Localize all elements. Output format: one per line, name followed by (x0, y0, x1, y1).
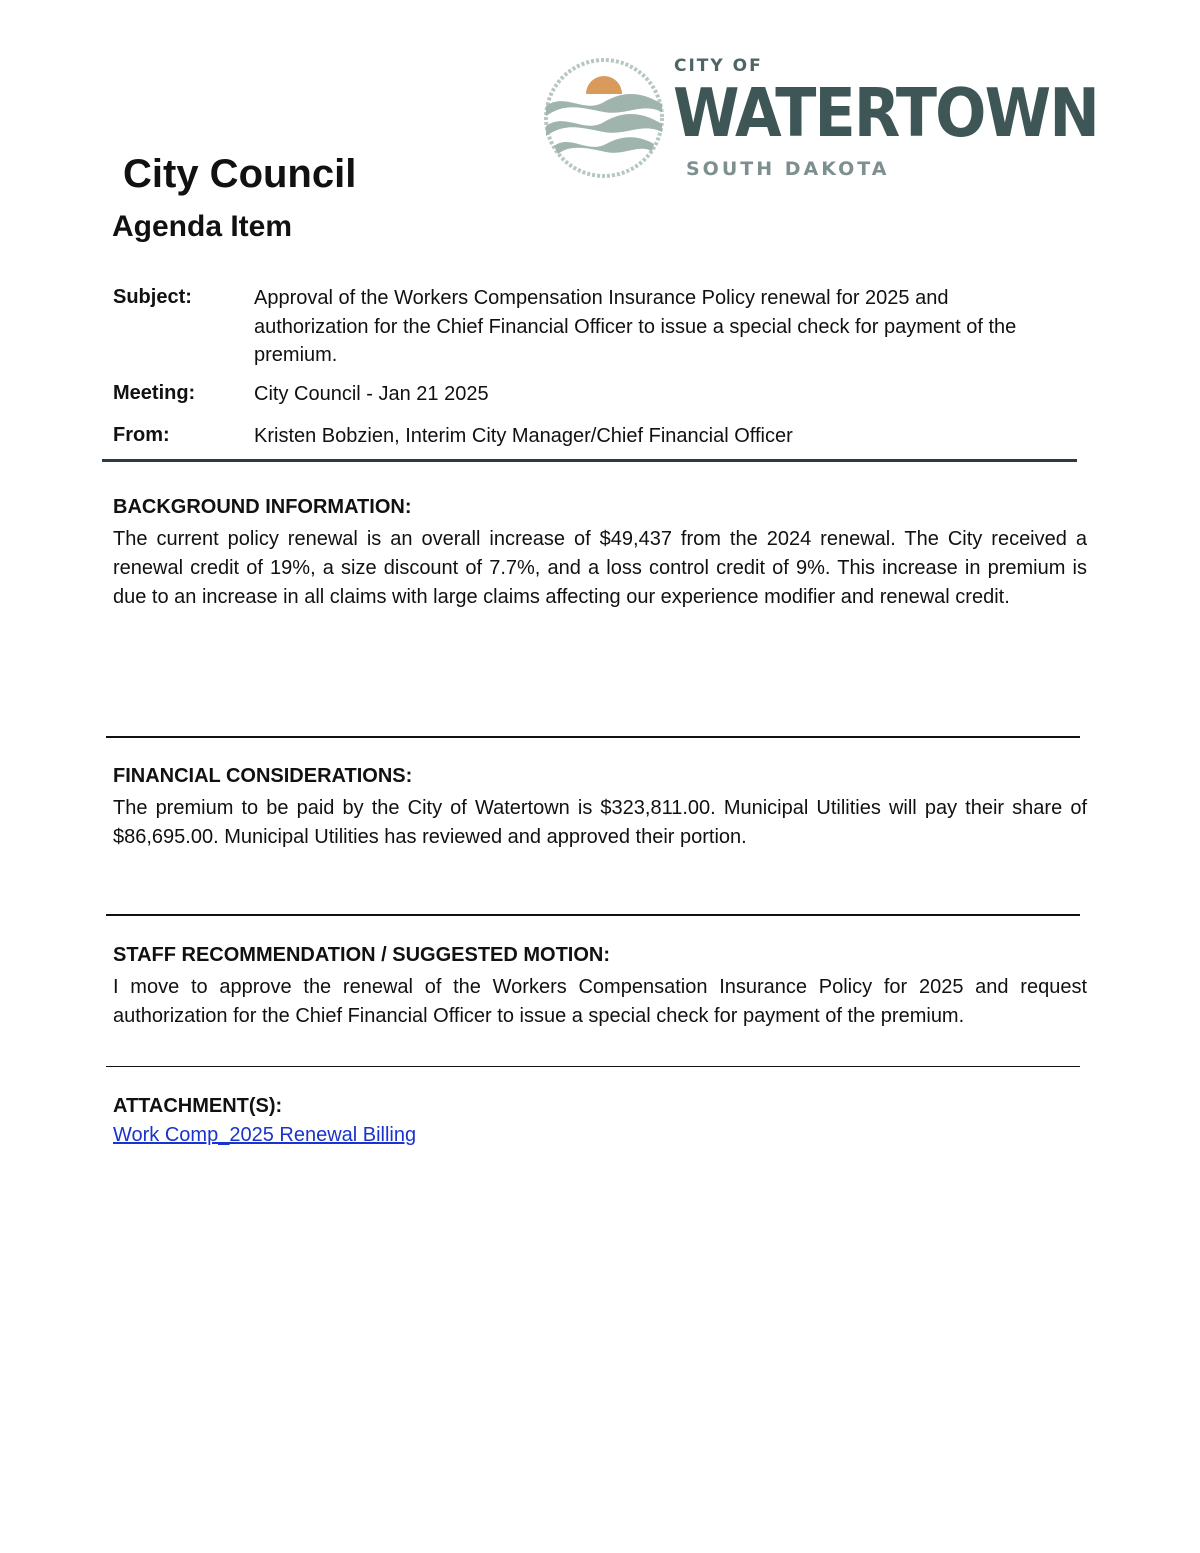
header-divider (102, 459, 1077, 462)
background-body: The current policy renewal is an overall increase of $49,437 from the 2024 renewal. The City received a renewal credit of 19%, a size discount of 7.7%, and a loss control credit of 9%. This increase in premium is due to an increase in all claims with large claims affecting our experience modifier and renewal credit. (113, 528, 1087, 608)
from-value: Kristen Bobzien, Interim City Manager/Chief Financial Officer (254, 425, 793, 447)
financial-heading: FINANCIAL CONSIDERATIONS: (113, 765, 413, 787)
section-divider (106, 1066, 1080, 1067)
logo-city-name: WATERTOWN (673, 74, 1099, 152)
logo-city-of-text: CITY OF (674, 56, 763, 76)
recommendation-body: I move to approve the renewal of the Workers Compensation Insurance Policy for 2025 and request authorization for the Chief Financial Officer to issue a special check for payment of the premium. (113, 976, 1087, 1027)
attachments-heading: ATTACHMENT(S): (113, 1095, 283, 1117)
subject-label: Subject: (113, 286, 192, 308)
section-divider (106, 914, 1080, 916)
section-divider (106, 736, 1080, 738)
subject-value: Approval of the Workers Compensation Insurance Policy renewal for 2025 and authorization for the Chief Financial Officer to issue a special check for payment of the premium. (254, 287, 1017, 366)
from-label: From: (113, 424, 170, 446)
page-subtitle: Agenda Item (112, 210, 293, 243)
recommendation-heading: STAFF RECOMMENDATION / SUGGESTED MOTION: (113, 944, 611, 966)
meeting-value: City Council - Jan 21 2025 (254, 383, 489, 405)
page-title: City Council (123, 152, 357, 196)
watertown-logo-icon (540, 54, 668, 182)
logo-state-text: SOUTH DAKOTA (686, 158, 890, 180)
financial-body: The premium to be paid by the City of Watertown is $323,811.00. Municipal Utilities will pay their share of $86,695.00. Municipal Utilities has reviewed and approved their portion. (113, 797, 1087, 848)
meeting-label: Meeting: (113, 382, 196, 404)
background-heading: BACKGROUND INFORMATION: (113, 496, 412, 518)
attachment-link[interactable]: Work Comp_2025 Renewal Billing (113, 1124, 417, 1146)
city-logo (540, 54, 1099, 184)
